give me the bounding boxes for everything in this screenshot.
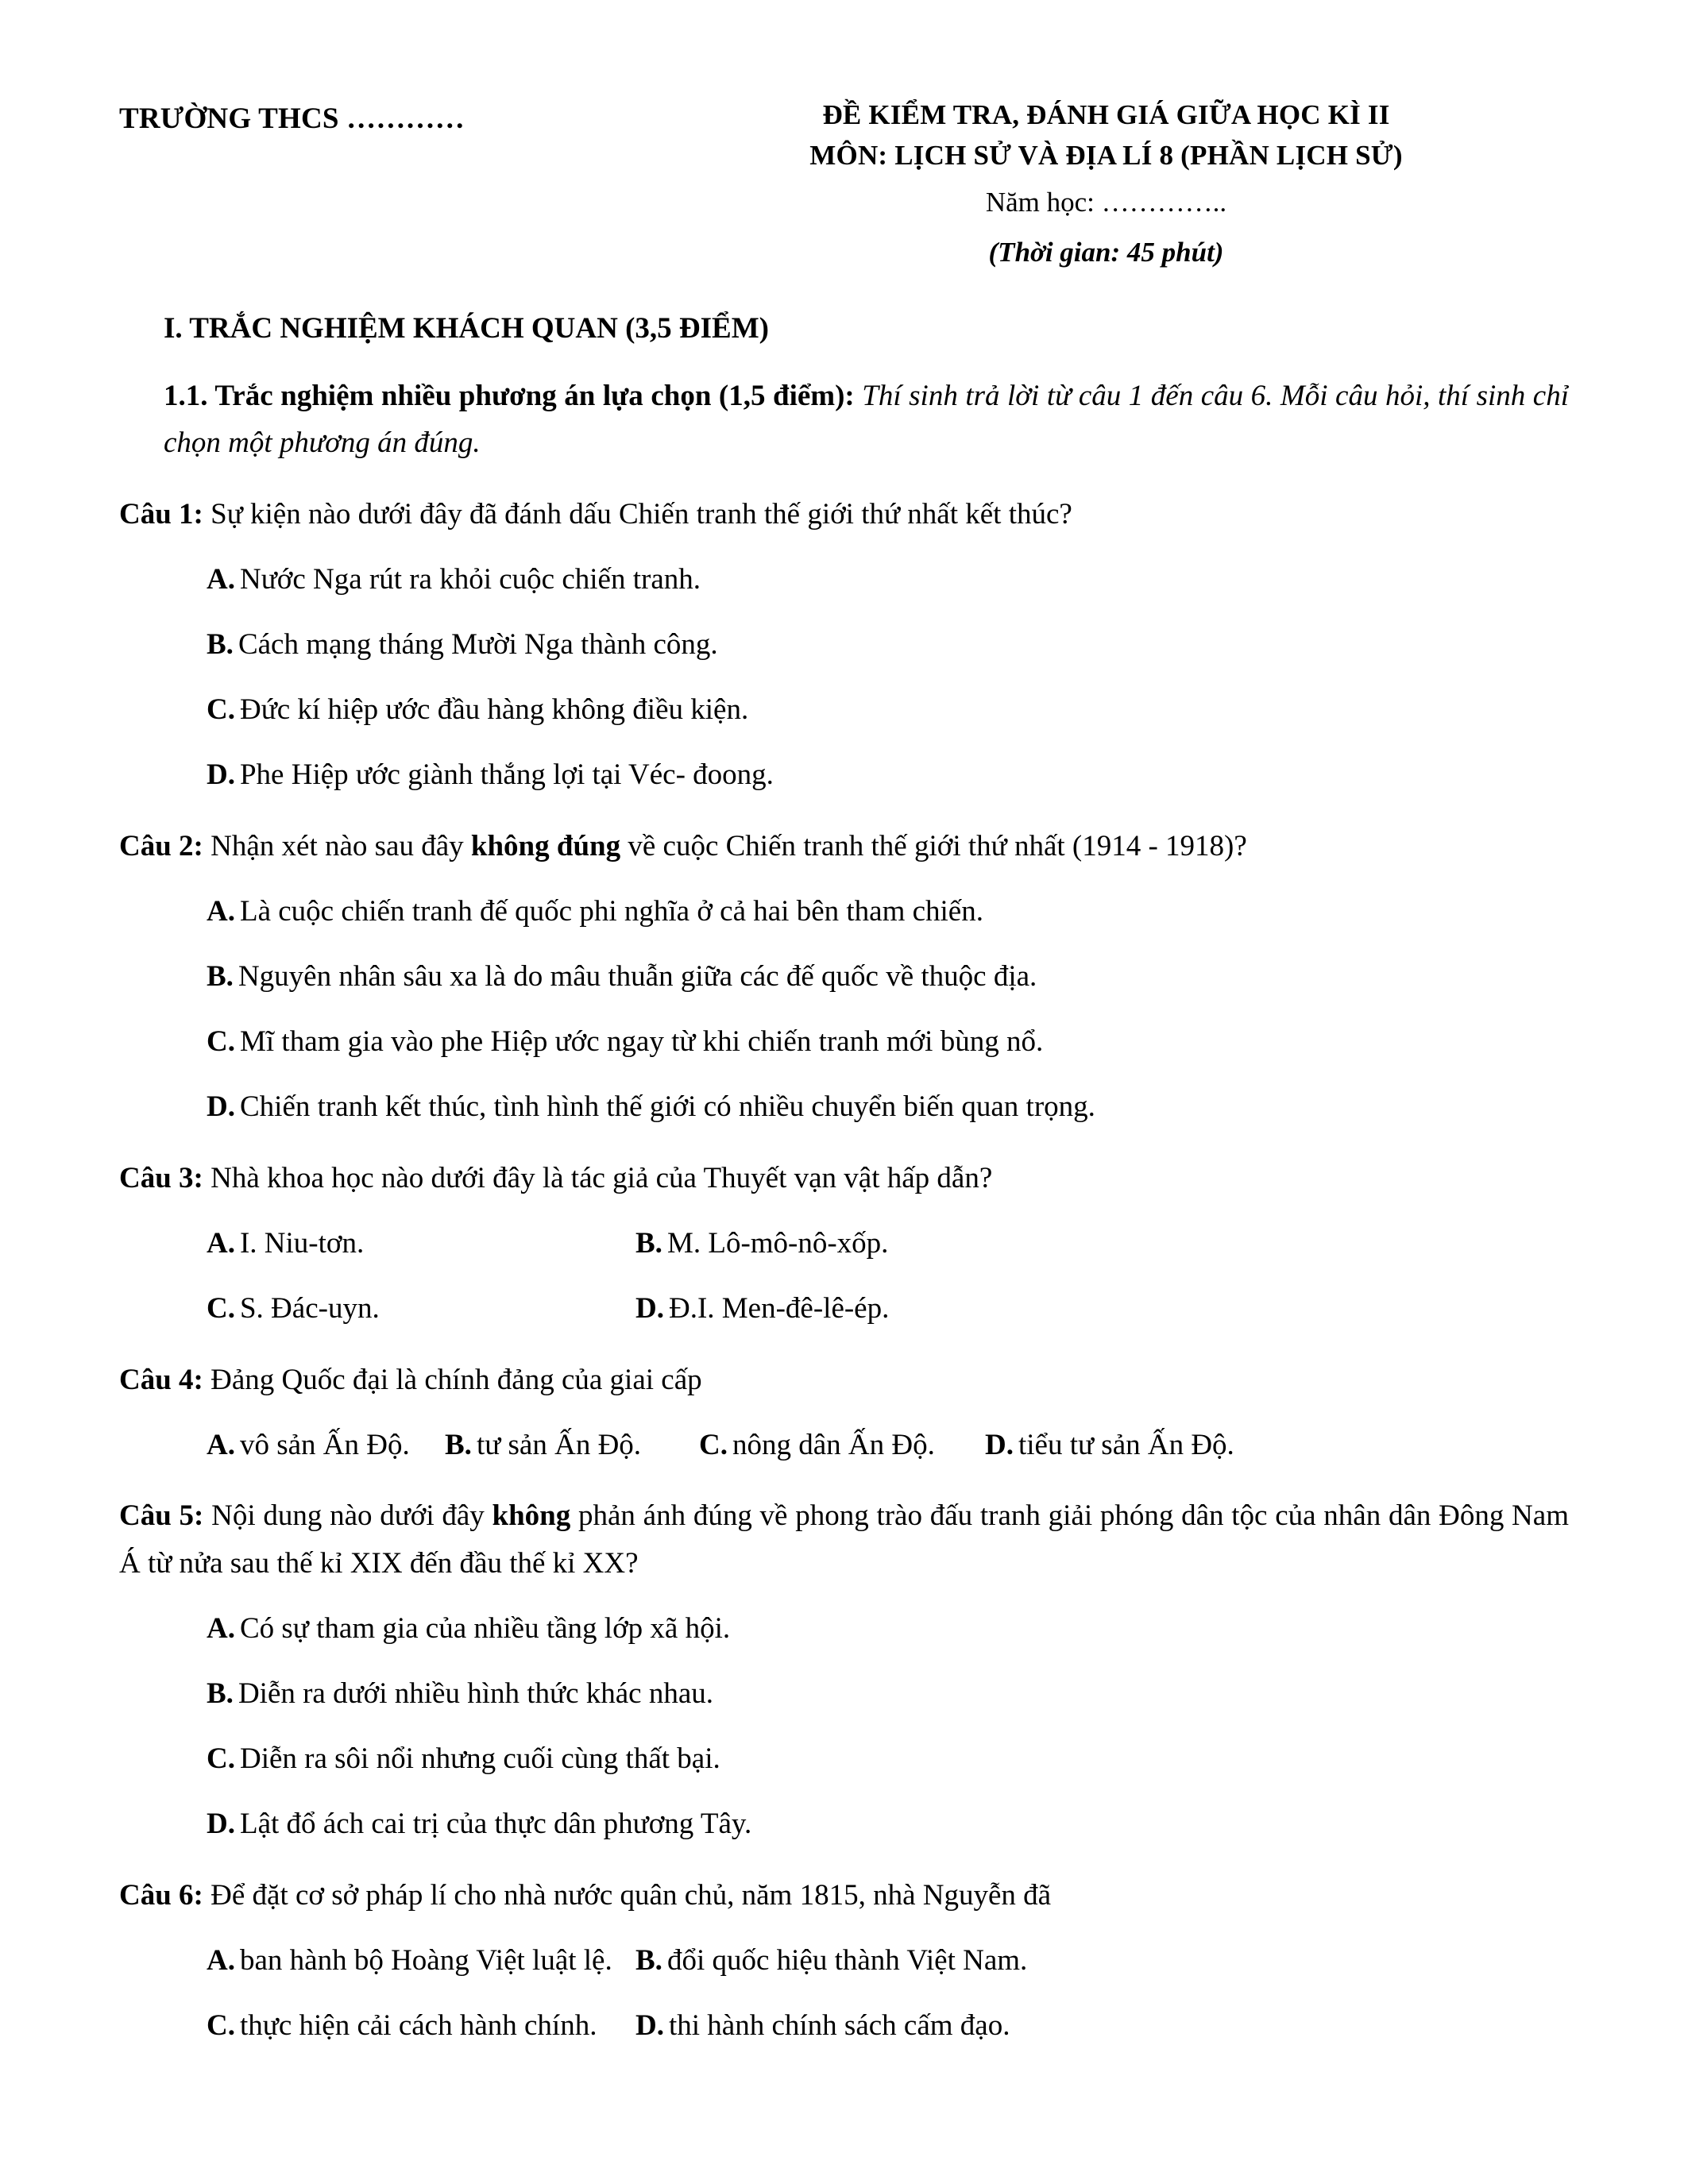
option-c-text: nông dân Ấn Độ. xyxy=(732,1428,935,1461)
option-d-text: Đ.I. Men-đê-lê-ép. xyxy=(668,1291,890,1325)
question-2 xyxy=(119,823,1569,870)
option-b[interactable] xyxy=(635,1937,1027,1985)
question-6-options xyxy=(119,1937,1569,2050)
option-row xyxy=(119,1018,1569,1066)
option-row xyxy=(119,1083,1569,1131)
question-2-label: Câu 2: xyxy=(119,830,203,863)
subsection-instructions xyxy=(119,372,1569,468)
option-a[interactable] xyxy=(207,1220,635,1268)
option-c-text: Đức kí hiệp ước đầu hàng không điều kiện. xyxy=(239,693,749,727)
option-d-key: D. xyxy=(985,1428,1014,1461)
option-row xyxy=(119,1285,1569,1333)
option-a-text: Nước Nga rút ra khỏi cuộc chiến tranh. xyxy=(239,563,701,596)
question-4-text: Đảng Quốc đại là chính đảng của giai cấp xyxy=(203,1363,702,1396)
section-title: I. TRẮC NGHIỆM KHÁCH QUAN (3,5 ĐIỂM) xyxy=(164,311,769,345)
option-c-key: C. xyxy=(207,2008,235,2042)
option-b-text: Cách mạng tháng Mười Nga thành công. xyxy=(238,628,718,662)
option-c[interactable] xyxy=(207,1018,1043,1066)
question-1 xyxy=(119,491,1569,538)
question-6-text: Để đặt cơ sở pháp lí cho nhà nước quân chủ, năm 1815, nhà Nguyễn đã xyxy=(203,1879,1052,1912)
question-2-text-before: Nhận xét nào sau đây xyxy=(203,830,471,863)
question-5-text-after: phản ánh đúng về phong trào đấu tranh giải phóng dân tộc của nhân dân Đông Nam Á từ nửa sau thế kỉ XIX đến đầu thế kỉ XX? xyxy=(119,1499,1569,1580)
option-b-text: Nguyên nhân sâu xa là do mâu thuẫn giữa các đế quốc về thuộc địa. xyxy=(238,959,1037,993)
question-4 xyxy=(119,1356,1569,1404)
option-a[interactable] xyxy=(207,1422,445,1469)
option-c[interactable] xyxy=(207,2002,635,2050)
option-d-key: D. xyxy=(635,2008,664,2042)
exam-title-line1: ĐỀ KIỂM TRA, ĐÁNH GIÁ GIỮA HỌC KÌ II xyxy=(822,99,1390,130)
option-row xyxy=(119,1735,1569,1783)
option-b-key: B. xyxy=(207,1677,234,1711)
subsection-lead: 1.1. Trắc nghiệm nhiều phương án lựa chọn (1,5 điểm): xyxy=(164,379,855,412)
option-d[interactable] xyxy=(985,1422,1287,1469)
option-row xyxy=(119,751,1569,799)
question-1-options xyxy=(119,556,1569,799)
option-d-text: Phe Hiệp ước giành thắng lợi tại Véc- đoong. xyxy=(239,758,774,792)
question-3-label: Câu 3: xyxy=(119,1161,203,1194)
school-year: Năm học: ………….. xyxy=(985,186,1227,218)
option-row xyxy=(119,686,1569,734)
option-b-key: B. xyxy=(445,1428,472,1461)
question-4-label: Câu 4: xyxy=(119,1363,203,1396)
exam-duration: (Thời gian: 45 phút) xyxy=(988,237,1224,268)
question-5-label: Câu 5: xyxy=(119,1499,204,1533)
option-c[interactable] xyxy=(207,1735,720,1783)
subsection-italic: Thí sinh trả lời từ câu 1 đến câu 6. Mỗi câu hỏi, thí sinh chỉ chọn một phương án đúng. xyxy=(164,379,1569,460)
question-1-text: Sự kiện nào dưới đây đã đánh dấu Chiến tranh thế giới thứ nhất kết thúc? xyxy=(203,498,1072,531)
question-6 xyxy=(119,1872,1569,1920)
option-row xyxy=(119,1937,1569,1985)
option-d-key: D. xyxy=(207,1808,235,1841)
option-c[interactable] xyxy=(207,686,748,734)
option-row xyxy=(119,1800,1569,1848)
option-b[interactable] xyxy=(207,621,718,669)
option-b-key: B. xyxy=(635,1226,662,1260)
option-d-key: D. xyxy=(635,1291,664,1325)
option-a-text: Có sự tham gia của nhiều tầng lớp xã hội. xyxy=(239,1612,731,1646)
option-a-text: vô sản Ấn Độ. xyxy=(239,1428,410,1461)
option-b-key: B. xyxy=(635,1944,662,1977)
option-b[interactable] xyxy=(207,953,1037,1001)
option-d[interactable] xyxy=(207,1083,1095,1131)
option-d-key: D. xyxy=(207,758,235,792)
option-d-text: Lật đổ ách cai trị của thực dân phương Tây. xyxy=(239,1808,752,1841)
option-a-key: A. xyxy=(207,1944,235,1977)
option-b-text: tư sản Ấn Độ. xyxy=(476,1428,642,1461)
question-3 xyxy=(119,1155,1569,1202)
option-c-key: C. xyxy=(207,1024,235,1058)
option-b-text: M. Lô-mô-nô-xốp. xyxy=(666,1226,889,1260)
option-d-text: thi hành chính sách cấm đạo. xyxy=(668,2008,1010,2042)
question-6-label: Câu 6: xyxy=(119,1879,203,1912)
option-b-key: B. xyxy=(207,628,234,662)
exam-header-block xyxy=(643,95,1569,276)
question-1-label: Câu 1: xyxy=(119,498,203,531)
option-a-key: A. xyxy=(207,1226,235,1260)
option-row xyxy=(119,953,1569,1001)
option-a[interactable] xyxy=(207,888,983,936)
option-c-text: Diễn ra sôi nổi nhưng cuối cùng thất bại. xyxy=(239,1742,720,1776)
question-3-options xyxy=(119,1220,1569,1333)
option-a-text: ban hành bộ Hoàng Việt luật lệ. xyxy=(239,1944,612,1977)
option-c-key: C. xyxy=(207,1291,235,1325)
question-2-text-after: về cuộc Chiến tranh thế giới thứ nhất (1914 - 1918)? xyxy=(620,830,1247,863)
exam-title-line2: MÔN: LỊCH SỬ VÀ ĐỊA LÍ 8 (PHẦN LỊCH SỬ) xyxy=(809,139,1403,171)
option-c-key: C. xyxy=(699,1428,728,1461)
school-name: TRƯỜNG THCS ………… xyxy=(119,102,465,135)
option-row xyxy=(119,1670,1569,1718)
option-c-text: S. Đác-uyn. xyxy=(239,1291,380,1325)
question-3-text: Nhà khoa học nào dưới đây là tác giả của Thuyết vạn vật hấp dẫn? xyxy=(203,1161,993,1194)
option-a-key: A. xyxy=(207,1612,235,1646)
option-b[interactable] xyxy=(445,1422,699,1469)
option-row xyxy=(119,1220,1569,1268)
option-a-key: A. xyxy=(207,895,235,928)
option-d[interactable] xyxy=(207,751,774,799)
question-2-emphasis: không đúng xyxy=(470,830,621,863)
question-5-options xyxy=(119,1605,1569,1848)
option-d[interactable] xyxy=(635,1285,889,1333)
option-b[interactable] xyxy=(635,1220,888,1268)
question-4-options xyxy=(119,1422,1569,1469)
option-a-text: I. Niu-tơn. xyxy=(239,1226,365,1260)
document-header xyxy=(119,95,1569,276)
option-row xyxy=(119,888,1569,936)
option-c[interactable] xyxy=(699,1422,985,1469)
option-row xyxy=(119,556,1569,604)
option-b-text: đổi quốc hiệu thành Việt Nam. xyxy=(666,1944,1028,1977)
option-c-key: C. xyxy=(207,693,235,727)
option-row xyxy=(119,621,1569,669)
option-a[interactable] xyxy=(207,1937,635,1985)
option-a[interactable] xyxy=(207,556,701,604)
option-d-text: Chiến tranh kết thúc, tình hình thế giới có nhiều chuyển biến quan trọng. xyxy=(239,1090,1095,1123)
option-row xyxy=(119,1605,1569,1653)
option-a-key: A. xyxy=(207,563,235,596)
option-row xyxy=(119,2002,1569,2050)
option-d[interactable] xyxy=(635,2002,1010,2050)
option-c-key: C. xyxy=(207,1742,235,1776)
option-b[interactable] xyxy=(207,1670,713,1718)
question-5 xyxy=(119,1492,1569,1588)
option-a-key: A. xyxy=(207,1428,235,1461)
option-row xyxy=(119,1422,1569,1469)
option-b-text: Diễn ra dưới nhiều hình thức khác nhau. xyxy=(238,1677,714,1711)
option-a-text: Là cuộc chiến tranh đế quốc phi nghĩa ở cả hai bên tham chiến. xyxy=(239,895,983,928)
option-c[interactable] xyxy=(207,1285,635,1333)
option-d[interactable] xyxy=(207,1800,751,1848)
option-d-key: D. xyxy=(207,1090,235,1123)
option-d-text: tiểu tư sản Ấn Độ. xyxy=(1018,1428,1234,1461)
option-c-text: thực hiện cải cách hành chính. xyxy=(239,2008,597,2042)
option-c-text: Mĩ tham gia vào phe Hiệp ước ngay từ khi chiến tranh mới bùng nổ. xyxy=(239,1024,1044,1058)
question-2-options xyxy=(119,888,1569,1131)
question-5-text-before: Nội dung nào dưới đây xyxy=(203,1499,492,1533)
option-b-key: B. xyxy=(207,959,234,993)
question-5-emphasis: không xyxy=(492,1499,571,1533)
option-a[interactable] xyxy=(207,1605,730,1653)
